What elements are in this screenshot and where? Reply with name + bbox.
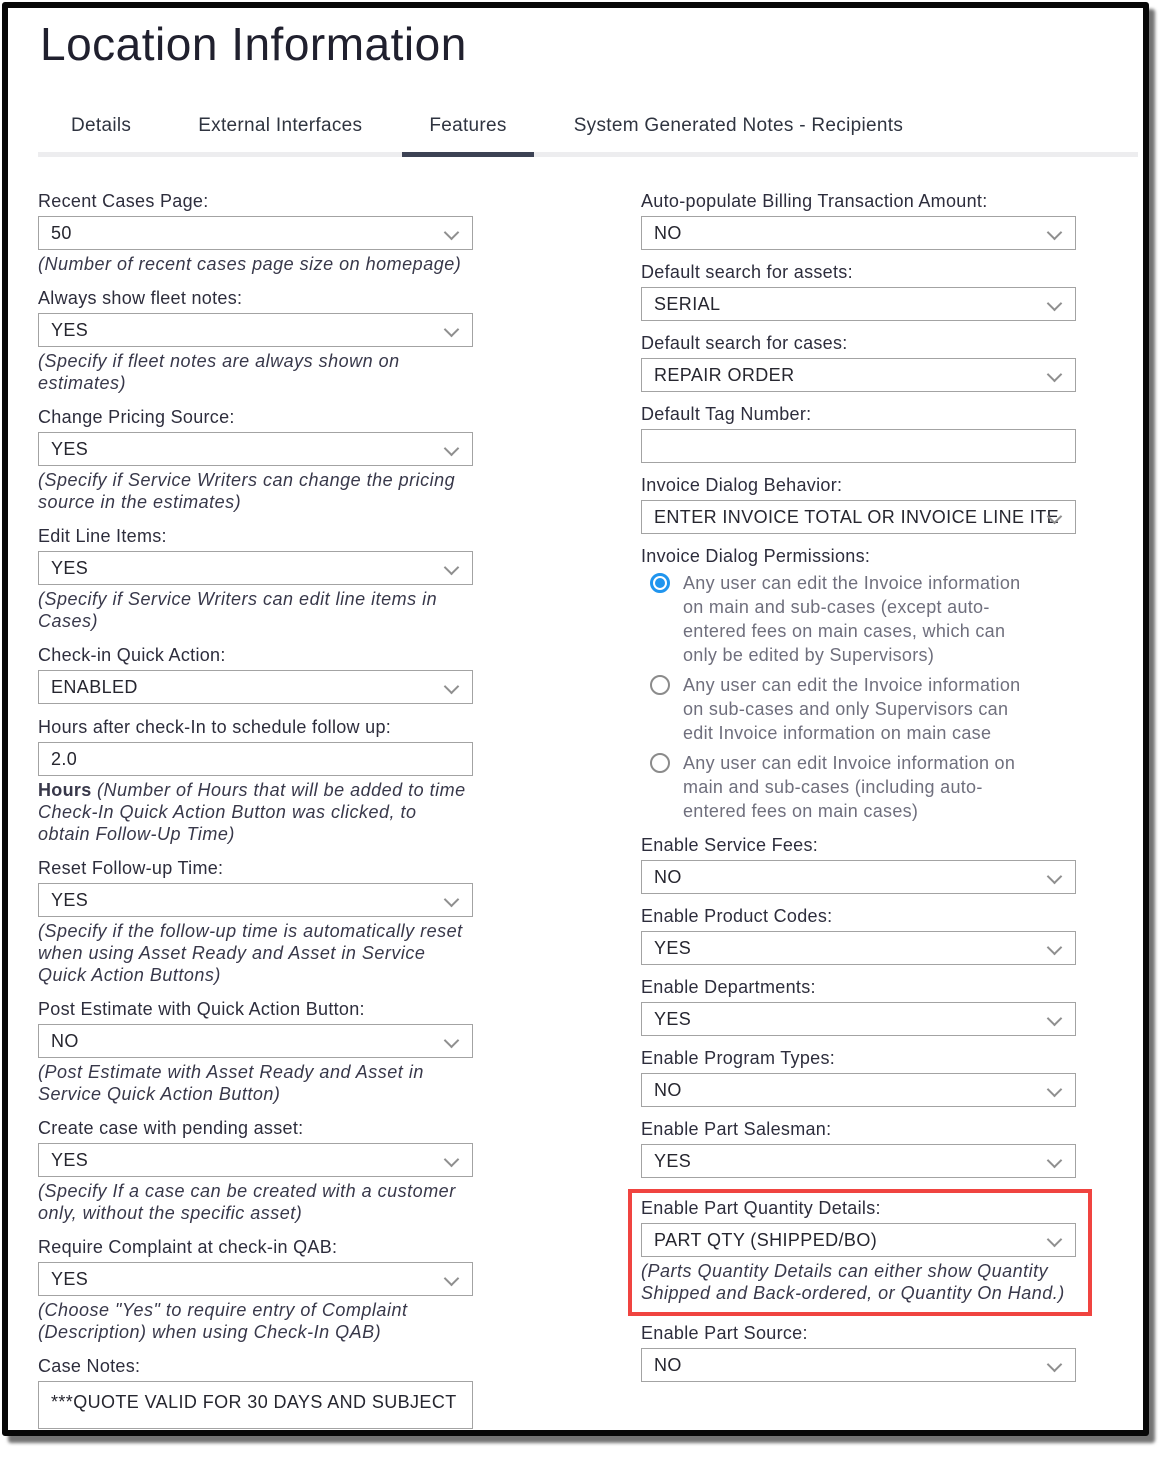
page-content (8, 18, 1143, 1436)
field-hint: (Specify if fleet notes are always shown on estimates) (38, 351, 400, 393)
field-hint: (Specify if the follow-up time is automatically reset when using Asset Ready and Asset in Service Quick Action Buttons) (38, 921, 463, 985)
enable-departments-select[interactable] (641, 1002, 1076, 1036)
field-label: Change Pricing Source: (38, 407, 235, 427)
field-label: Default search for cases: (641, 333, 848, 353)
tabs-row (38, 115, 1138, 157)
field-label: Default search for assets: (641, 262, 853, 282)
select-value: NO (654, 222, 682, 243)
select-value: YES (51, 1268, 89, 1289)
require-complaint-qab-select[interactable] (38, 1262, 473, 1296)
field-hint: (Parts Quantity Details can either show Quantity Shipped and Back-ordered, or Quantity On Hand.) (641, 1261, 1065, 1303)
chevron-down-icon (1048, 1083, 1062, 1097)
field-label: Hours after check-In to schedule follow up: (38, 717, 392, 737)
chevron-down-icon (1048, 368, 1062, 382)
select-value: YES (654, 1008, 692, 1029)
chevron-down-icon (1048, 297, 1062, 311)
field-hint: (Specify if Service Writers can change the pricing source in the estimates) (38, 470, 456, 512)
field-reset-followup-time (38, 857, 473, 986)
field-label: Enable Part Salesman: (641, 1119, 832, 1139)
chevron-down-icon (445, 323, 459, 337)
hint-text: (Number of Hours that will be added to time Check-In Quick Action Button was clicked, to obtain Follow-Up Time) (38, 780, 466, 844)
field-edit-line-items (38, 525, 473, 632)
select-value: YES (51, 557, 89, 578)
highlight-annotation-box (628, 1189, 1092, 1316)
field-create-case-pending-asset (38, 1117, 473, 1224)
field-invoice-dialog-behavior (641, 474, 1076, 534)
always-show-fleet-notes-select[interactable] (38, 313, 473, 347)
field-label: Case Notes: (38, 1356, 141, 1376)
field-label: Enable Service Fees: (641, 835, 819, 855)
enable-service-fees-select[interactable] (641, 860, 1076, 894)
reset-followup-time-select[interactable] (38, 883, 473, 917)
field-label: Enable Part Source: (641, 1323, 808, 1343)
default-search-assets-select[interactable] (641, 287, 1076, 321)
enable-product-codes-select[interactable] (641, 931, 1076, 965)
field-enable-departments (641, 976, 1076, 1036)
tab-system-generated-notes-recipients[interactable]: System Generated Notes - Recipients (573, 115, 904, 136)
tab-details[interactable]: Details (71, 115, 132, 136)
field-hours-after-checkin (38, 716, 473, 845)
chevron-down-icon (1048, 1154, 1062, 1168)
field-enable-part-source (641, 1322, 1076, 1382)
field-always-show-fleet-notes (38, 287, 473, 394)
chevron-down-icon (1048, 1012, 1062, 1026)
field-enable-product-codes (641, 905, 1076, 965)
edit-line-items-select[interactable] (38, 551, 473, 585)
radio-selected-icon[interactable] (650, 573, 670, 593)
change-pricing-source-select[interactable] (38, 432, 473, 466)
chevron-down-icon (445, 893, 459, 907)
field-label: Post Estimate with Quick Action Button: (38, 999, 365, 1019)
case-notes-textarea[interactable]: ***QUOTE VALID FOR 30 DAYS AND SUBJECT (38, 1381, 473, 1429)
chevron-down-icon (1048, 510, 1062, 524)
field-label: Enable Departments: (641, 977, 816, 997)
select-value: NO (654, 866, 682, 887)
field-case-notes (38, 1355, 473, 1429)
invoice-dialog-permissions-group (641, 545, 1076, 823)
radio-label: Any user can edit the Invoice information on main and sub-cases (except auto-entered fees on main cases, which can only be edited by Supervisors) (683, 573, 1021, 665)
select-value: YES (51, 319, 89, 340)
field-label: Auto-populate Billing Transaction Amount: (641, 191, 988, 211)
radio-option-sub-cases-only[interactable] (641, 673, 1076, 745)
radio-option-including-auto-fees[interactable] (641, 751, 1076, 823)
field-label: Edit Line Items: (38, 526, 167, 546)
field-enable-part-salesman (641, 1118, 1076, 1178)
post-estimate-qab-select[interactable] (38, 1024, 473, 1058)
field-post-estimate-qab (38, 998, 473, 1105)
tab-external-interfaces[interactable]: External Interfaces (198, 115, 363, 136)
default-tag-number-input[interactable] (641, 429, 1076, 463)
field-label: Enable Product Codes: (641, 906, 833, 926)
chevron-down-icon (445, 1272, 459, 1286)
field-default-tag-number (641, 403, 1076, 463)
chevron-down-icon (445, 1153, 459, 1167)
create-case-pending-asset-select[interactable] (38, 1143, 473, 1177)
select-value: 50 (51, 222, 72, 243)
select-value: SERIAL (654, 293, 721, 314)
field-change-pricing-source (38, 406, 473, 513)
field-label: Recent Cases Page: (38, 191, 209, 211)
field-require-complaint-qab (38, 1236, 473, 1343)
field-default-search-cases (641, 332, 1076, 392)
select-value: YES (51, 889, 89, 910)
field-label: Invoice Dialog Permissions: (641, 546, 871, 566)
select-value: PART QTY (SHIPPED/BO) (654, 1229, 878, 1250)
field-label: Enable Program Types: (641, 1048, 836, 1068)
field-recent-cases-page (38, 190, 473, 275)
field-enable-service-fees (641, 834, 1076, 894)
select-value: ENABLED (51, 676, 138, 697)
chevron-down-icon (445, 226, 459, 240)
enable-part-salesman-select[interactable] (641, 1144, 1076, 1178)
invoice-dialog-behavior-select[interactable] (641, 500, 1076, 534)
hours-after-checkin-input[interactable] (38, 742, 473, 776)
field-hint: (Specify if Service Writers can edit line items in Cases) (38, 589, 438, 631)
field-hint (38, 779, 473, 845)
auto-populate-billing-select[interactable] (641, 216, 1076, 250)
select-value: ENTER INVOICE TOTAL OR INVOICE LINE ITE (654, 506, 1059, 527)
field-label: Invoice Dialog Behavior: (641, 475, 843, 495)
chevron-down-icon (1048, 870, 1062, 884)
left-column (38, 190, 473, 1436)
default-search-cases-select[interactable] (641, 358, 1076, 392)
select-value: REPAIR ORDER (654, 364, 795, 385)
radio-unselected-icon[interactable] (650, 753, 670, 773)
hint-bold: Hours (38, 780, 92, 800)
select-value: NO (51, 1030, 79, 1051)
chevron-down-icon (445, 442, 459, 456)
chevron-down-icon (1048, 226, 1062, 240)
form-columns (38, 190, 1143, 1436)
field-label: Require Complaint at check-in QAB: (38, 1237, 338, 1257)
enable-part-source-select[interactable] (641, 1348, 1076, 1382)
enable-part-quantity-details-select[interactable] (641, 1223, 1076, 1257)
select-value: YES (51, 1149, 89, 1170)
chevron-down-icon (445, 561, 459, 575)
chevron-down-icon (445, 1034, 459, 1048)
field-default-search-assets (641, 261, 1076, 321)
field-label: Create case with pending asset: (38, 1118, 304, 1138)
field-auto-populate-billing (641, 190, 1076, 250)
select-value: NO (654, 1354, 682, 1375)
field-label: Always show fleet notes: (38, 288, 243, 308)
select-value: YES (654, 937, 692, 958)
radio-label: Any user can edit the Invoice information on sub-cases and only Supervisors can edit Invoice information on main case (683, 675, 1021, 743)
field-hint: (Specify If a case can be created with a customer only, without the specific asset) (38, 1181, 456, 1223)
field-checkin-quick-action (38, 644, 473, 704)
radio-option-any-user-main-and-sub[interactable] (641, 571, 1076, 667)
checkin-quick-action-select[interactable] (38, 670, 473, 704)
tab-features[interactable]: Features (402, 115, 533, 152)
right-column (641, 190, 1076, 1436)
chevron-down-icon (1048, 1233, 1062, 1247)
field-enable-part-quantity-details (641, 1197, 1076, 1304)
recent-cases-page-select[interactable] (38, 216, 473, 250)
field-hint: (Number of recent cases page size on homepage) (38, 254, 462, 274)
field-label: Check-in Quick Action: (38, 645, 226, 665)
input-value: 2.0 (51, 748, 78, 769)
field-label: Default Tag Number: (641, 404, 812, 424)
select-value: NO (654, 1079, 682, 1100)
page-title: Location Information (40, 18, 467, 70)
field-enable-program-types (641, 1047, 1076, 1107)
field-hint: (Choose "Yes" to require entry of Complaint (Description) when using Check-In QAB) (38, 1300, 408, 1342)
screenshot-frame (2, 2, 1149, 1436)
select-value: YES (654, 1150, 692, 1171)
radio-unselected-icon[interactable] (650, 675, 670, 695)
enable-program-types-select[interactable] (641, 1073, 1076, 1107)
chevron-down-icon (445, 680, 459, 694)
chevron-down-icon (1048, 941, 1062, 955)
radio-label: Any user can edit Invoice information on main and sub-cases (including auto-entered fees on main cases) (683, 753, 1016, 821)
field-label: Reset Follow-up Time: (38, 858, 224, 878)
field-label: Enable Part Quantity Details: (641, 1198, 881, 1218)
chevron-down-icon (1048, 1358, 1062, 1372)
field-hint: (Post Estimate with Asset Ready and Asset in Service Quick Action Button) (38, 1062, 424, 1104)
select-value: YES (51, 438, 89, 459)
